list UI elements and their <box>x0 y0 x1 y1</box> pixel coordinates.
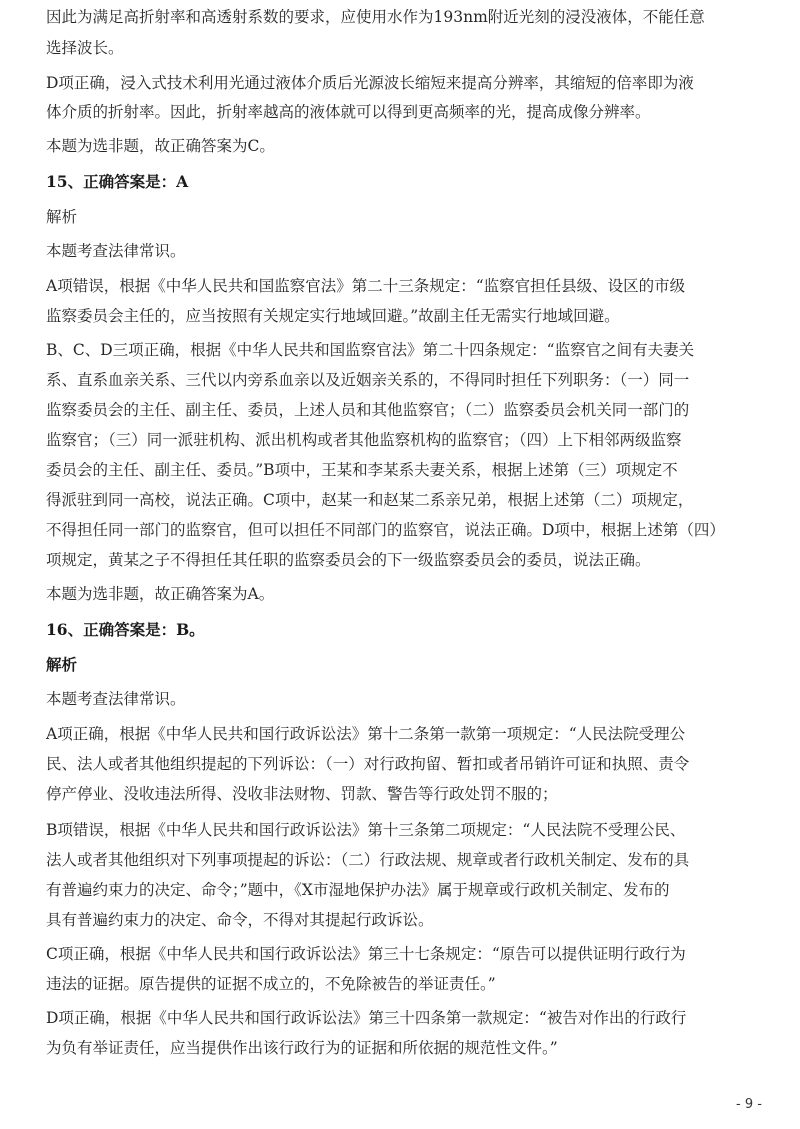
text-line: A项正确，根据《中华人民共和国行政诉讼法》第十二条第一款第一项规定：“人民法院受理公 <box>46 725 686 743</box>
text-line: D项正确，根据《中华人民共和国行政诉讼法》第三十四条第一款规定：“被告对作出的行政行 <box>46 1009 687 1027</box>
text-line: A项错误，根据《中华人民共和国监察官法》第二十三条规定：“监察官担任县级、设区的市级 <box>46 277 686 295</box>
text-line: 本题为选非题，故正确答案为A。 <box>46 585 275 603</box>
text-line: 民、法人或者其他组织提起的下列诉讼：（一）对行政拘留、暂扣或者吊销许可证和执照、责令 <box>46 755 690 773</box>
text-line: B、C、D三项正确，根据《中华人民共和国监察官法》第二十四条规定：“监察官之间有夫妻关 <box>46 341 695 359</box>
text-line: 监察委员会主任的，应当按照有关规定实行地域回避。”故副主任无需实行地域回避。 <box>46 307 620 325</box>
text-line: 为负有举证责任，应当提供作出该行政行为的证据和所依据的规范性文件。” <box>46 1039 558 1057</box>
text-line: 本题为选非题，故正确答案为C。 <box>46 137 275 155</box>
text-line: C项正确，根据《中华人民共和国行政诉讼法》第三十七条规定：“原告可以提供证明行政行为 <box>46 945 686 963</box>
analysis-label: 解析 <box>46 655 78 674</box>
text-line: 具有普遍约束力的决定、命令，不得对其提起行政诉讼。 <box>46 911 434 929</box>
text-line: 停产停业、没收违法所得、没收非法财物、罚款、警告等行政处罚不服的； <box>46 785 558 803</box>
text-line: 委员会的主任、副主任、委员。”B项中，王某和李某系夫妻关系，根据上述第（三）项规定不 <box>46 461 678 479</box>
text-line: 体介质的折射率。因此，折射率越高的液体就可以得到更高频率的光，提高成像分辨率。 <box>46 103 651 121</box>
text-line: 本题考查法律常识。 <box>46 242 186 260</box>
text-line: 项规定，黄某之子不得担任其任职的监察委员会的下一级监察委员会的委员，说法正确。 <box>46 551 651 569</box>
answer-heading: 15、正确答案是：A <box>46 172 189 191</box>
text-line: D项正确，浸入式技术利用光通过液体介质后光源波长缩短来提高分辨率，其缩短的倍率即为液 <box>46 74 694 92</box>
text-line: 得派驻到同一高校，说法正确。C项中，赵某一和赵某二系亲兄弟，根据上述第（二）项规定， <box>46 491 694 509</box>
text-line: 有普遍约束力的决定、命令；”题中，《X市湿地保护办法》属于规章或行政机关制定、发布的 <box>46 881 670 899</box>
text-line: 违法的证据。原告提供的证据不成立的，不免除被告的举证责任。” <box>46 975 496 993</box>
page-number: - 9 - <box>736 1097 762 1112</box>
text-line: 因此为满足高折射率和高透射系数的要求，应使用水作为193nm附近光刻的浸没液体，不能任意 <box>46 8 705 26</box>
text-line: 不得担任同一部门的监察官，但可以担任不同部门的监察官，说法正确。D项中，根据上述第（四） <box>46 521 725 539</box>
text-line: 监察官；（三）同一派驻机构、派出机构或者其他监察机构的监察官；（四）上下相邻两级监察 <box>46 431 682 449</box>
text-line: 法人或者其他组织对下列事项提起的诉讼：（二）行政法规、规章或者行政机关制定、发布的具 <box>46 851 690 869</box>
text-line: 本题考查法律常识。 <box>46 690 186 708</box>
analysis-label: 解析 <box>46 208 78 226</box>
text-line: 选择波长。 <box>46 39 124 57</box>
text-line: 监察委员会的主任、副主任、委员，上述人员和其他监察官；（二）监察委员会机关同一部门的 <box>46 401 690 419</box>
text-line: B项错误，根据《中华人民共和国行政诉讼法》第十三条第二项规定：“人民法院不受理公民、 <box>46 821 686 839</box>
text-line: 系、直系血亲关系、三代以内旁系血亲以及近姻亲关系的，不得同时担任下列职务：（一）同一 <box>46 371 690 389</box>
answer-heading: 16、正确答案是：B。 <box>46 620 205 639</box>
